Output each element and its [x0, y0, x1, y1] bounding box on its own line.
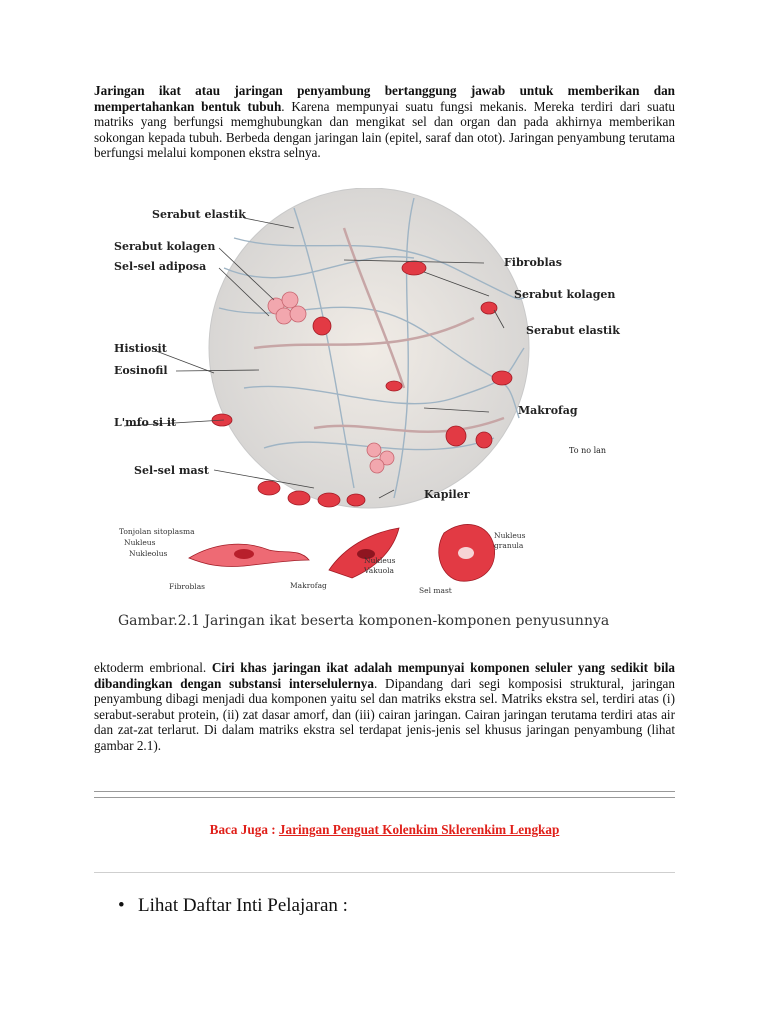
mast-cell-drawing [439, 524, 495, 581]
label-nukleus-mast: Nukleus [494, 531, 526, 540]
body-paragraph [94, 660, 675, 753]
label-tonolan: To no lan [569, 446, 607, 455]
body-text: . Dipandang dari segi komposisi struktural, jaringan penyambung dibagi menjadi dua komponen yaitu sel dan matriks ekstra sel. Matriks ekstra sel, terdiri atas (i) serabut-serabut protein, (ii) zat dasar amorf, dan (iii) cairan jaringan. Cairan jaringan terutama terdiri atas air dan zat-zat terlarut. Di dalam matriks ekstra sel terdapat jenis-jenis sel khusus jaringan penyambung (lihat gambar 2.1). [94, 675, 675, 753]
label-fibroblas: Fibroblas [504, 256, 563, 269]
read-also [94, 822, 675, 838]
label-vakuola: Vakuola [364, 566, 394, 575]
label-nukleolus: Nukleolus [129, 549, 168, 558]
label-eosinofil: Eosinofil [114, 364, 168, 377]
label-serabut-kolagen-left: Serabut kolagen [114, 240, 216, 253]
thin-divider [94, 872, 675, 873]
intro-paragraph [94, 83, 675, 161]
label-makrofag-bottom: Makrofag [290, 581, 327, 590]
body-lead: ektoderm embrional. [94, 660, 212, 675]
label-makrofag: Makrofag [518, 404, 578, 417]
label-sel-adiposa: Sel-sel adiposa [114, 260, 207, 273]
label-granula: granula [494, 541, 524, 550]
label-serabut-kolagen-right: Serabut kolagen [514, 288, 616, 301]
connective-tissue-figure [94, 188, 675, 634]
intro-bold-text: Jaringan ikat atau jaringan penyambung bertanggung jawab untuk memberikan dan mempertahankan bentuk tubuh [94, 83, 675, 114]
label-nukleus-fibro: Nukleus [124, 538, 156, 547]
read-also-link[interactable]: Jaringan Penguat Kolenkim Sklerenkim Lengkap [278, 822, 560, 837]
label-fibroblas-bottom: Fibroblas [169, 582, 206, 591]
label-serabut-elastik-right: Serabut elastik [526, 324, 620, 337]
body-bold-text: Ciri khas jaringan ikat adalah mempunyai komponen seluler yang sedikit bila dibandingkan dengan substansi interselulernya [94, 660, 675, 691]
list-item [118, 895, 348, 917]
label-sel-mast-bottom: Sel mast [419, 586, 452, 595]
bullet-icon: • [118, 895, 125, 916]
list-item-label: Lihat Daftar Inti Pelajaran : [138, 895, 348, 916]
label-tonjolan: Tonjolan sitoplasma [119, 527, 195, 536]
label-nukleus-makro: Nukleus [364, 556, 396, 565]
double-divider [94, 791, 675, 798]
read-also-prefix: Baca Juga : [209, 822, 279, 837]
figure-caption: Gambar.2.1 Jaringan ikat beserta komponen-komponen penyusunnya [118, 613, 610, 629]
label-limfosit: L'mfo si it [114, 416, 177, 429]
label-serabut-elastik-left: Serabut elastik [152, 208, 246, 221]
fibroblast-drawing [189, 544, 309, 566]
label-kapiler: Kapiler [424, 488, 470, 501]
label-sel-mast: Sel-sel mast [134, 464, 209, 477]
label-histiosit: Histiosit [114, 342, 167, 355]
intro-text: . Karena mempunyai suatu fungsi mekanis. Mereka terdiri dari suatu matriks yang berfungsi memghubungkan dan mengikat sel dan organ dan pada akhirnya memberikan sokongan kepada tubuh. Berbeda dengan jaringan lain (epitel, saraf dan otot). Jaringan penyambung terutama berfungsi melalui komponen ekstra selnya. [94, 98, 676, 160]
